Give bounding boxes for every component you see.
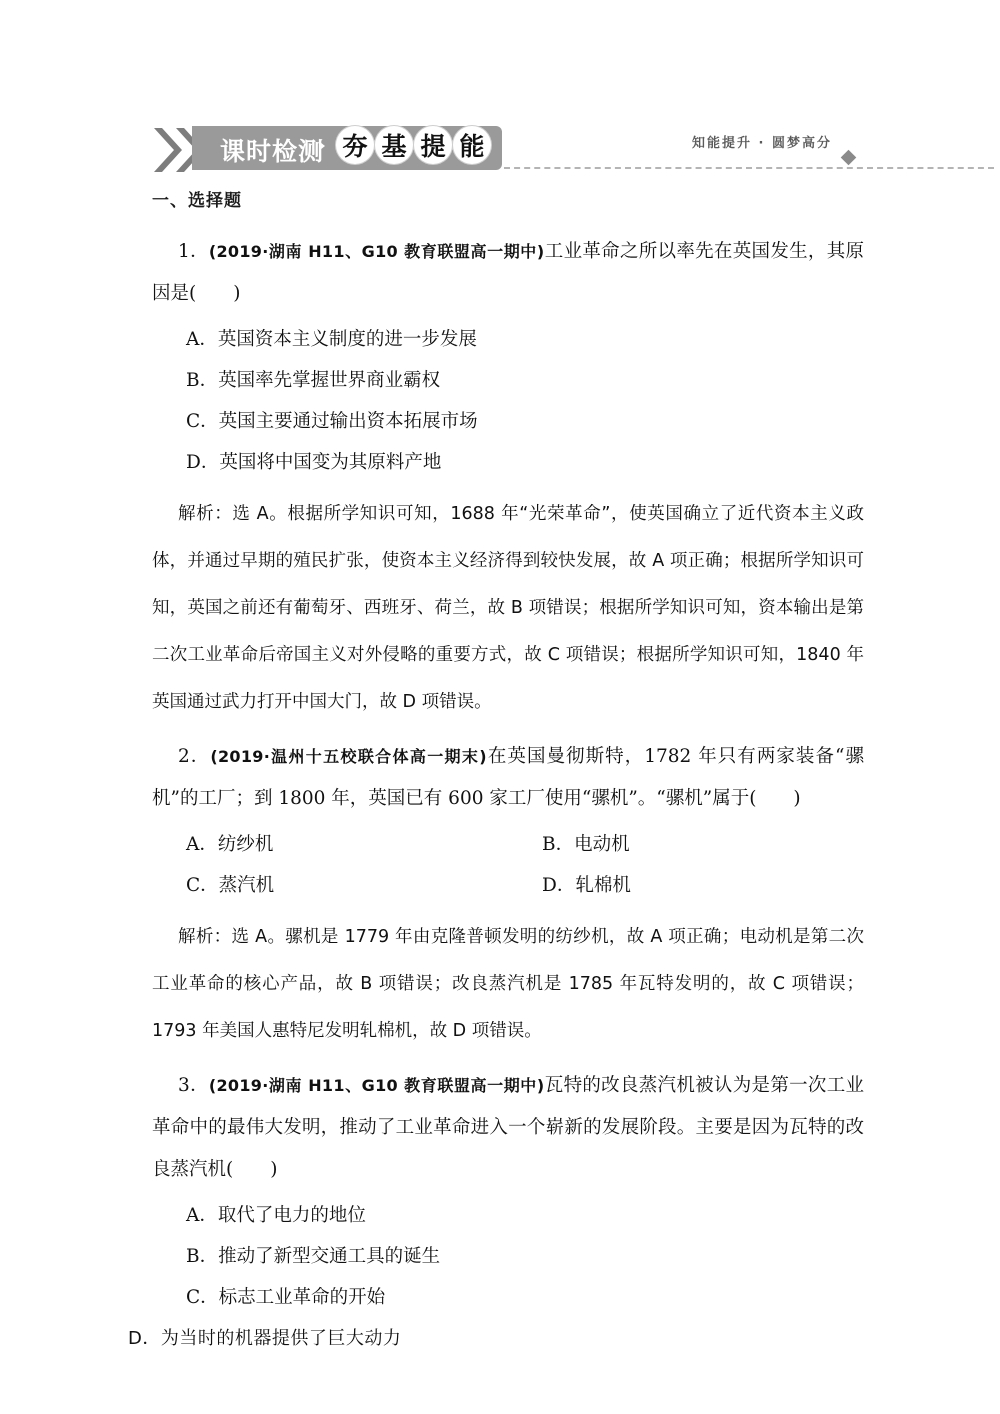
question-source: (2019·温州十五校联合体高一期末) — [210, 747, 487, 766]
option-list — [152, 319, 864, 483]
question-number: 3． — [178, 1075, 209, 1096]
explanation-text: 解析：选 A。根据所学知识可知，1688 年“光荣革命”，使英国确立了近代资本主义政体，并通过早期的殖民扩张，使资本主义经济得到较快发展，故 A 项正确；根据所学知识可知，英国之前还有葡萄牙、西班牙、荷兰，故 B 项错误；根据所学知识可知，资本输出是第二次工业革命后帝国主义对外侵略的重要方式，故 C 项错误；根据所学知识可知，1840 年英国通过武力打开中国大门，故 D 项错误。 — [152, 504, 864, 712]
header-banner-label: 课时检测 — [220, 137, 325, 166]
question-source: (2019·湖南 H11、G10 教育联盟高一期中) — [208, 242, 545, 261]
option-item[interactable]: B．推动了新型交通工具的诞生 — [186, 1246, 441, 1267]
option-item[interactable]: C．英国主要通过输出资本拓展市场 — [186, 411, 478, 432]
option-item[interactable]: B．电动机 — [542, 834, 630, 855]
header-badge-char: 基 — [375, 126, 413, 164]
option-item[interactable]: C．标志工业革命的开始 — [186, 1287, 386, 1308]
option-item[interactable]: A．纺纱机 — [186, 834, 274, 855]
question-text: 瓦特的改良蒸汽机被认为是第一次工业革命中的最伟大发明，推动了工业革命进入一个崭新的发展阶段。主要是因为瓦特的改良蒸汽机( ) — [152, 1075, 864, 1180]
question-stem — [152, 231, 864, 315]
section-title: 一、选择题 — [152, 191, 242, 211]
question-block — [128, 1065, 864, 1359]
option-item[interactable]: A．取代了电力的地位 — [186, 1205, 366, 1226]
header-separator-triangle — [320, 142, 325, 150]
question-number: 2． — [178, 746, 211, 767]
option-item[interactable]: C．蒸汽机 — [186, 875, 275, 896]
question-stem — [152, 1065, 864, 1191]
explanation-text: 解析：选 A。骡机是 1779 年由克隆普顿发明的纺纱机，故 A 项正确；电动机是第二次工业革命的核心产品，故 B 项错误；改良蒸汽机是 1785 年瓦特发明的，故 C 项错误；1793 年美国人惠特尼发明轧棉机，故 D 项错误。 — [152, 927, 864, 1041]
option-item[interactable]: B．英国率先掌握世界商业霸权 — [186, 370, 441, 391]
header-badge-group — [336, 126, 491, 164]
question-source: (2019·湖南 H11、G10 教育联盟高一期中) — [208, 1076, 545, 1095]
diamond-icon — [841, 150, 857, 166]
page-header — [152, 120, 862, 180]
question-text: 工业革命之所以率先在英国发生，其原因是( ) — [152, 241, 864, 304]
header-tagline: 知能提升 · 圆梦高分 — [692, 136, 832, 151]
option-item[interactable]: D．英国将中国变为其原料产地 — [186, 452, 442, 473]
question-number: 1． — [178, 241, 209, 262]
option-list — [128, 1195, 864, 1359]
question-block — [152, 736, 864, 1055]
question-block — [152, 231, 864, 726]
header-badge-char: 夯 — [336, 126, 374, 164]
content-area — [128, 186, 865, 1365]
header-badge-char: 能 — [453, 126, 491, 164]
option-list — [152, 824, 864, 906]
question-stem — [152, 736, 864, 820]
header-badge-char: 提 — [414, 126, 452, 164]
header-dashed-rule — [504, 167, 994, 169]
option-item[interactable]: A．英国资本主义制度的进一步发展 — [186, 329, 477, 350]
question-text: 在英国曼彻斯特，1782 年只有两家装备“骡机”的工厂；到 1800 年，英国已有 600 家工厂使用“骡机”。“骡机”属于( ) — [152, 746, 865, 809]
option-item[interactable]: D．为当时的机器提供了巨大动力 — [128, 1328, 402, 1349]
option-item[interactable]: D．轧棉机 — [542, 875, 631, 896]
